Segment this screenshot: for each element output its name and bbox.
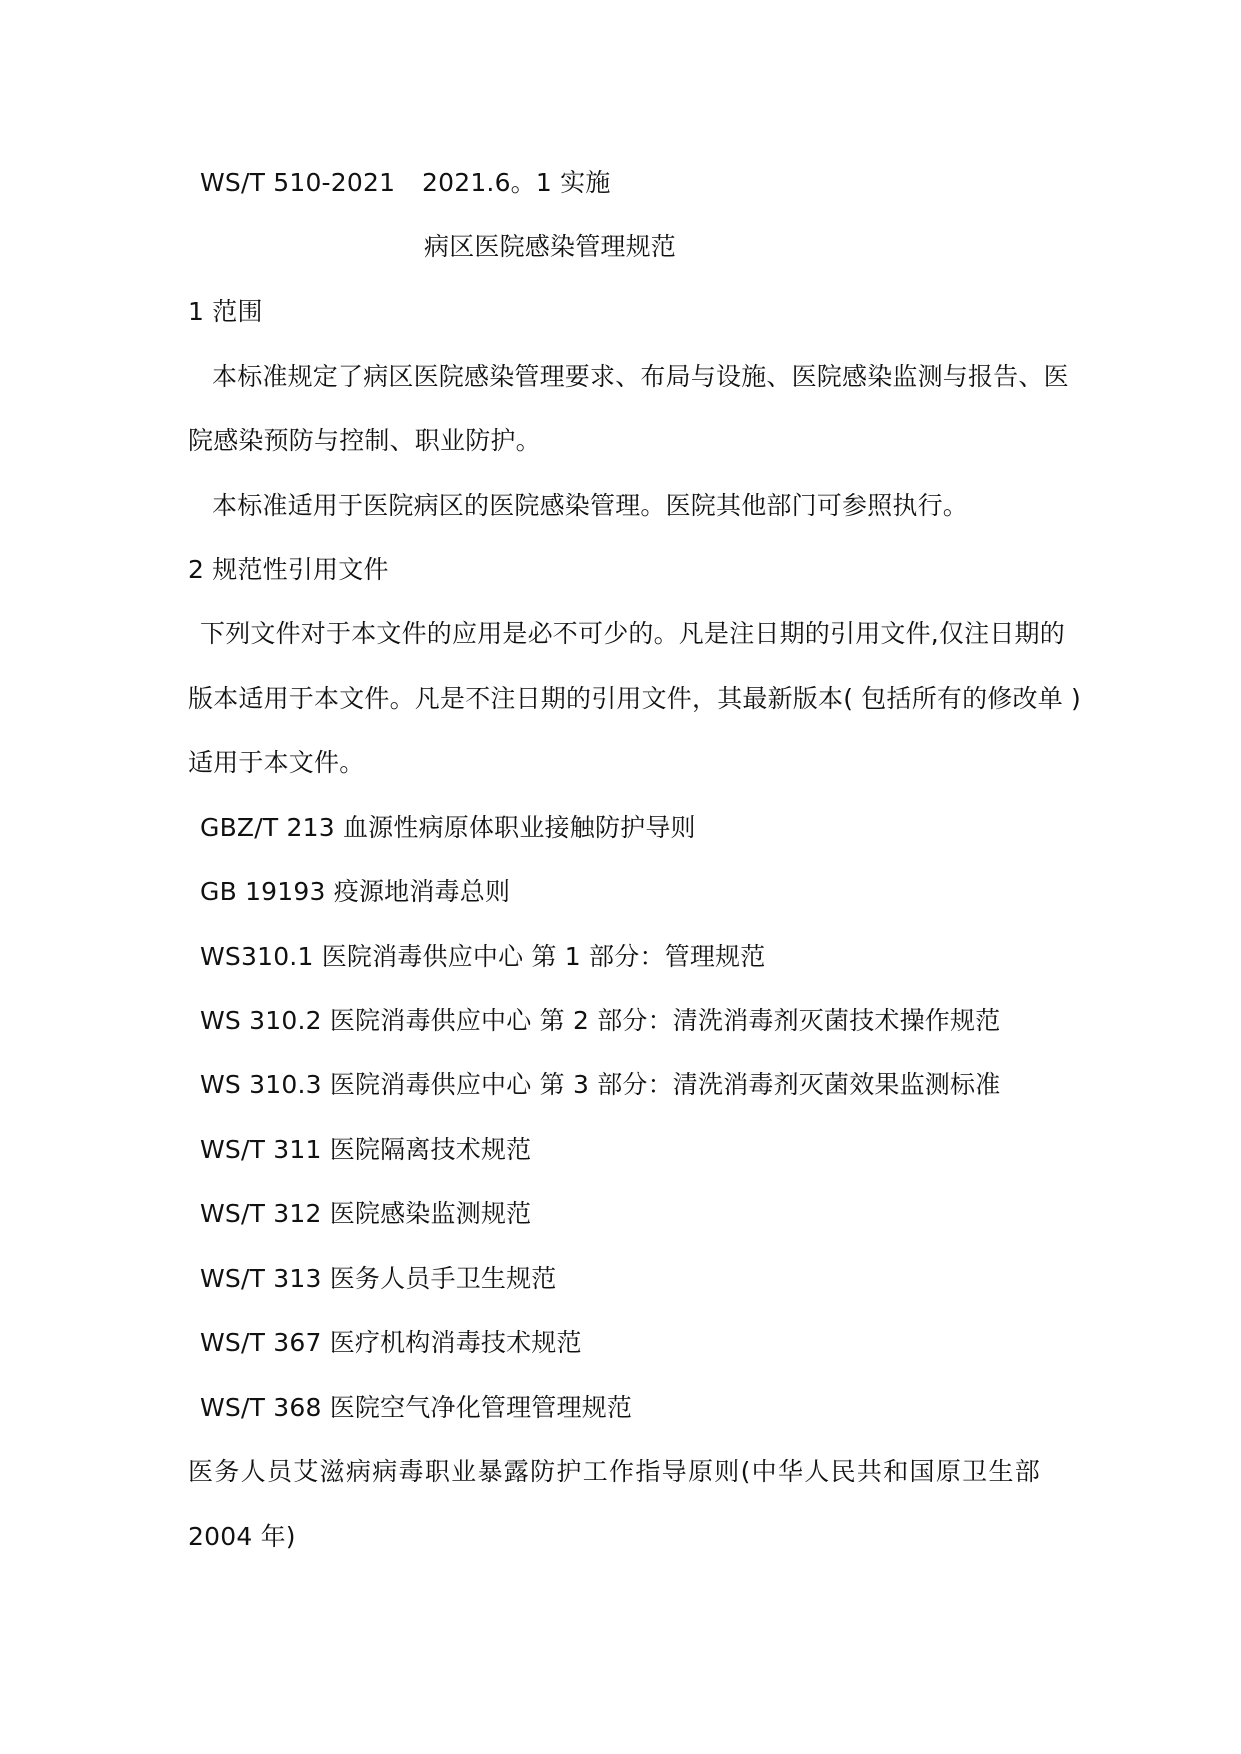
effective-date: 2021.6。1 实施: [422, 168, 611, 197]
reference-item: WS/T 312 医院感染监测规范: [200, 1199, 532, 1228]
reference-item: WS310.1 医院消毒供应中心 第 1 部分：管理规范: [200, 942, 766, 971]
scope-paragraph-line-2: 院感染预防与控制、职业防护。: [188, 426, 541, 455]
reference-item: GB 19193 疫源地消毒总则: [200, 877, 511, 906]
section-2-heading: 2 规范性引用文件: [188, 555, 389, 584]
references-intro-line-2: 版本适用于本文件。凡是不注日期的引用文件，其最新版本( 包括所有的修改单 ): [188, 684, 1082, 713]
standard-code: WS/T 510-2021: [200, 168, 396, 197]
reference-item: WS 310.2 医院消毒供应中心 第 2 部分：清洗消毒剂灭菌技术操作规范: [200, 1006, 1001, 1035]
references-intro-line-3: 适用于本文件。: [188, 748, 365, 777]
closing-reference-line-2: 2004 年): [188, 1522, 296, 1551]
section-1-heading: 1 范围: [188, 297, 263, 326]
scope-paragraph-line-1: 本标准规定了病区医院感染管理要求、布局与设施、医院感染监测与报告、医: [212, 362, 1069, 391]
references-intro-line-1: 下列文件对于本文件的应用是必不可少的。凡是注日期的引用文件,仅注日期的: [200, 619, 1065, 648]
document-title: 病区医院感染管理规范: [424, 232, 677, 261]
reference-item: WS 310.3 医院消毒供应中心 第 3 部分：清洗消毒剂灭菌效果监测标准: [200, 1070, 1001, 1099]
reference-item: WS/T 311 医院隔离技术规范: [200, 1135, 532, 1164]
closing-reference-line-1: 医务人员艾滋病病毒职业暴露防护工作指导原则(中华人民共和国原卫生部: [188, 1457, 1040, 1486]
scope-paragraph-2: 本标准适用于医院病区的医院感染管理。医院其他部门可参照执行。: [212, 491, 969, 520]
reference-item: WS/T 367 医疗机构消毒技术规范: [200, 1328, 582, 1357]
reference-item: GBZ/T 213 血源性病原体职业接触防护导则: [200, 813, 696, 842]
reference-item: WS/T 313 医务人员手卫生规范: [200, 1264, 557, 1293]
reference-item: WS/T 368 医院空气净化管理管理规范: [200, 1393, 633, 1422]
